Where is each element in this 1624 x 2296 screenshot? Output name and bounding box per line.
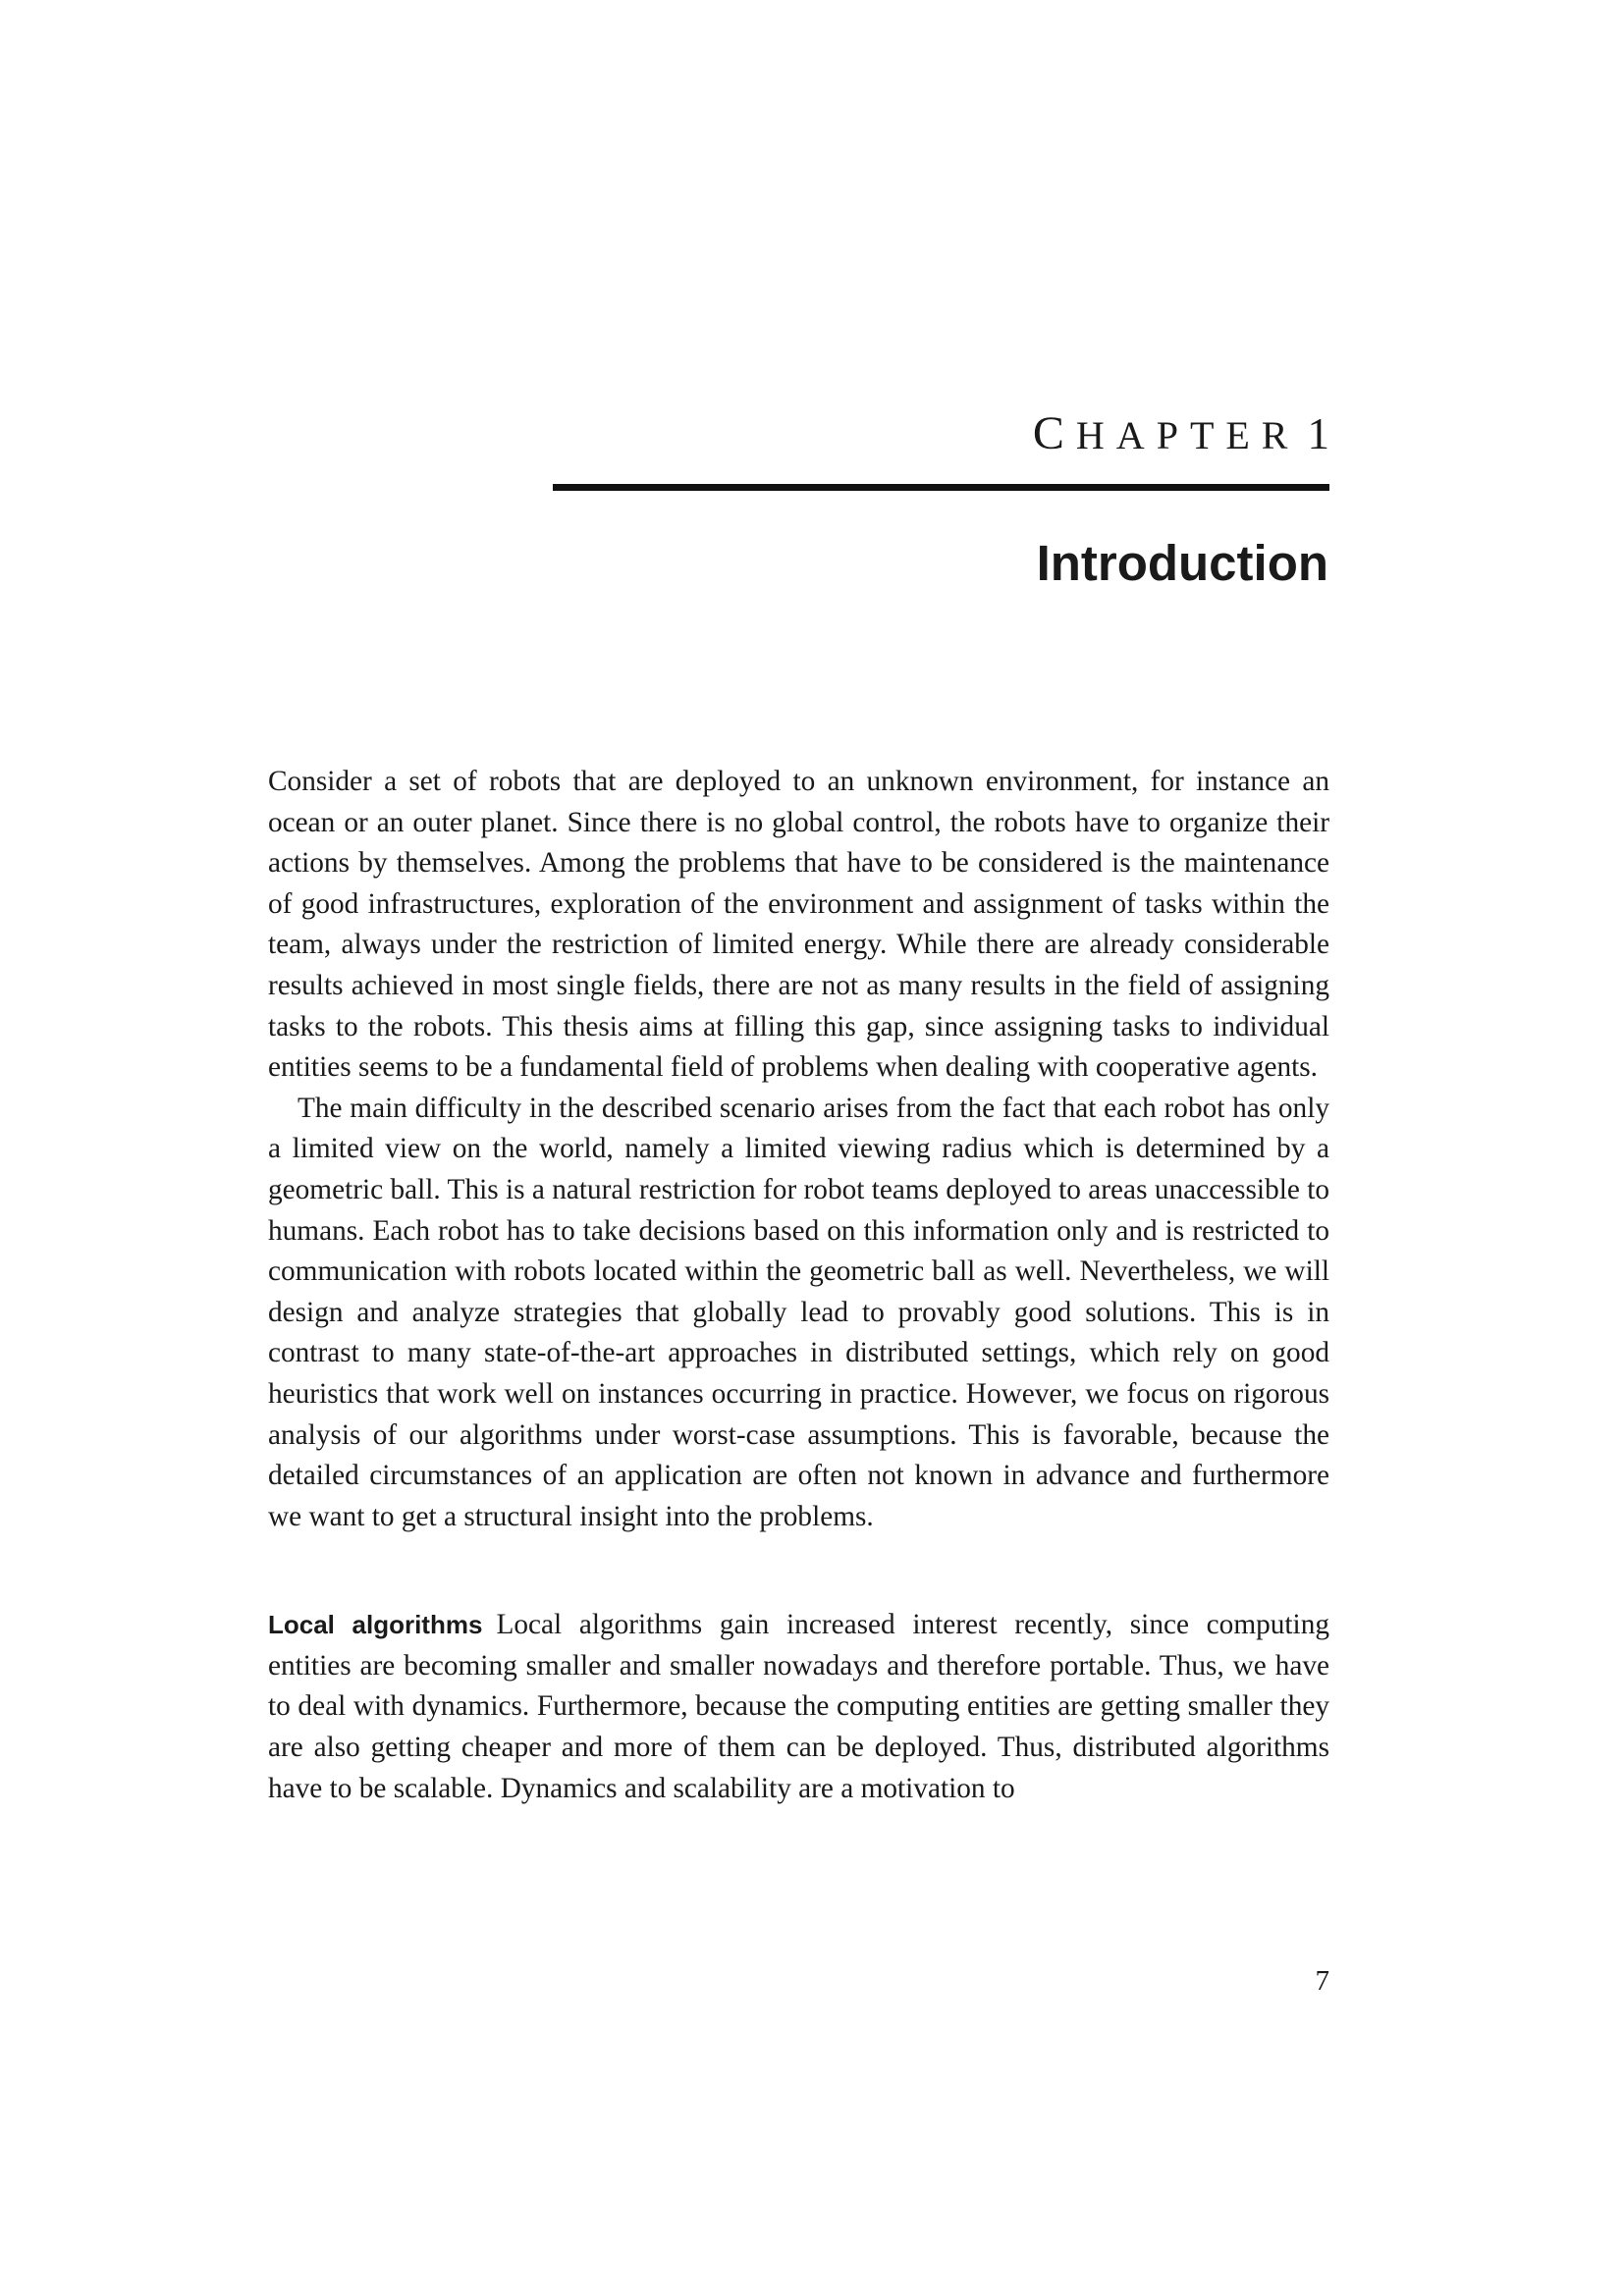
chapter-number: 1: [1307, 409, 1329, 458]
section-heading: Local algorithms: [268, 1610, 483, 1640]
chapter-rule: [553, 484, 1329, 491]
section-text: Local algorithms gain increased interest recently, since computing entities are becoming smaller and smaller nowadays and therefore portable. Thus, we have to deal with dynamics. Furthermore, because the computing entities are getting smaller they are also getting cheaper and more of them can be deployed. Thus, distributed algorithms have to be scalable. Dynamics and scalability are a motivation to: [268, 1609, 1329, 1804]
section-paragraph: [268, 1605, 1329, 1809]
page-number: 7: [1315, 1965, 1329, 1997]
paragraph-1: Consider a set of robots that are deployed to an unknown environment, for instance an ocean or an outer planet. Since there is no global control, the robots have to organize their actions by themselves. Among the problems that have to be considered is the maintenance of good infrastructures, exploration of the environment and assignment of tasks within the team, always under the restriction of limited energy. While there are already considerable results achieved in most single fields, there are not as many results in the field of assigning tasks to the robots. This thesis aims at filling this gap, since assigning tasks to individual entities seems to be a fundamental field of problems when dealing with cooperative agents.: [268, 766, 1329, 1084]
body-text: [268, 762, 1329, 1809]
chapter-label-initial: C: [1032, 407, 1076, 459]
chapter-label-rest: HAPTER: [1075, 413, 1300, 457]
paragraph-2: The main difficulty in the described scenario arises from the fact that each robot has only a limited view on the world, namely a limited viewing radius which is determined by a geometric ball. This is a natural restriction for robot teams deployed to areas unaccessible to humans. Each robot has to take decisions based on this information only and is restricted to communication with robots located within the geometric ball as well. Nevertheless, we will design and analyze strategies that globally lead to provably good solutions. This is in contrast to many state-of-the-art approaches in distributed settings, which rely on good heuristics that work well on instances occurring in practice. However, we focus on rigorous analysis of our algorithms under worst-case assumptions. This is favorable, because the detailed circumstances of an application are often not known in advance and furthermore we want to get a structural insight into the problems.: [268, 1092, 1329, 1532]
chapter-label: [1033, 406, 1329, 460]
chapter-title: Introduction: [1036, 535, 1328, 591]
